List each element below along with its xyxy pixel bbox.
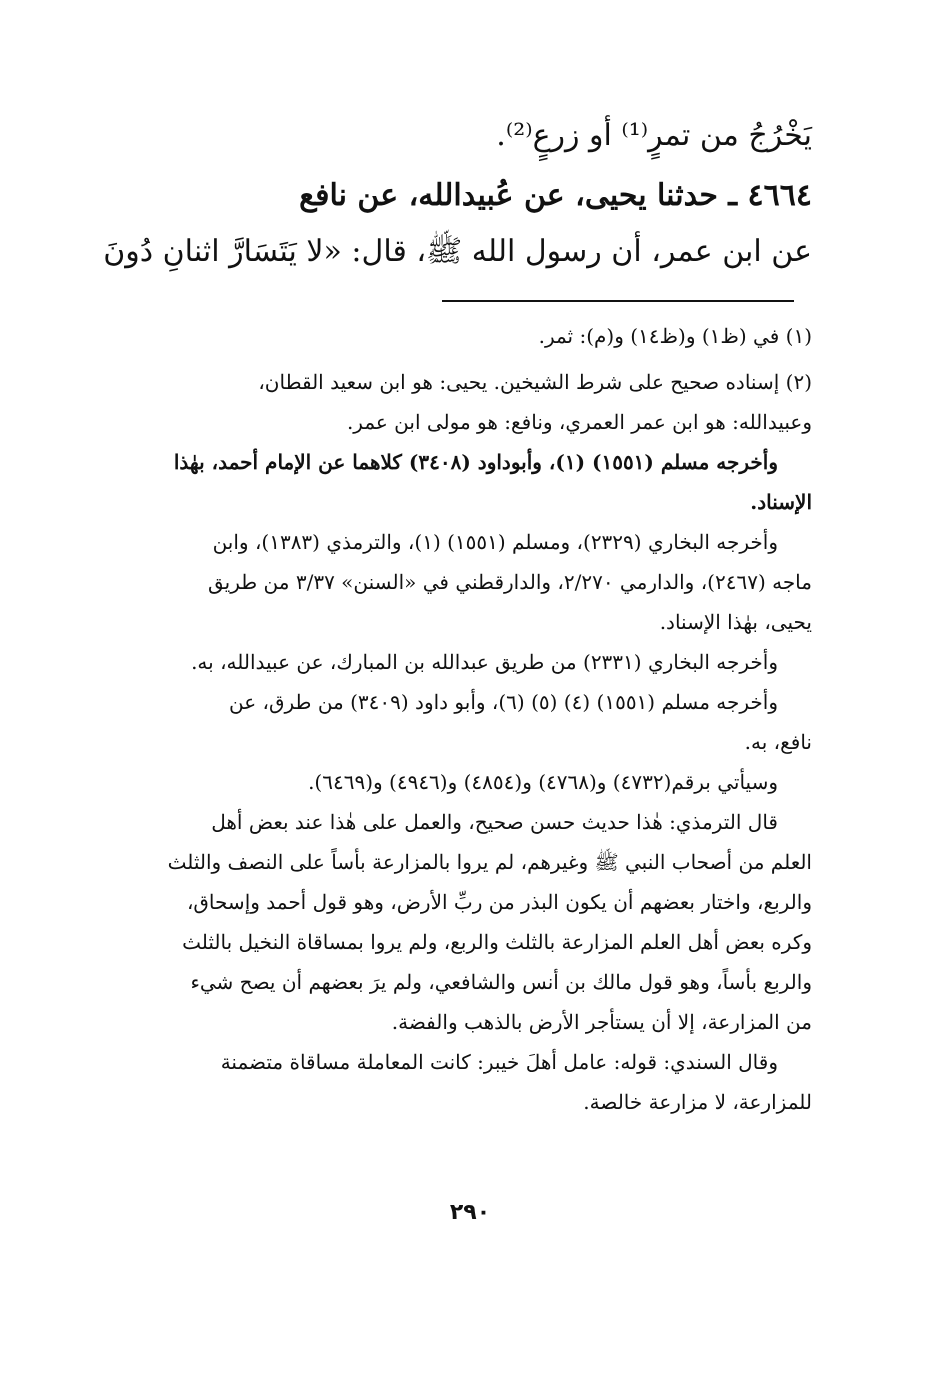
page-content <box>103 108 812 1122</box>
hadith-text-line-3: عن ابن عمر، أن رسول الله ﷺ، قال: «لا يَتَسَارَّ اثنانِ دُونَ <box>103 234 812 269</box>
page-number: ٢٩٠ <box>449 1200 491 1225</box>
footnote-divider <box>442 300 794 302</box>
footnote-2-line-3: وأخرجه مسلم (١٥٥١) (١)، وأبوداود (٣٤٠٨) كلاهما عن الإمام أحمد، بهٰذا <box>173 450 778 474</box>
footnote-2-line-16: والربع بأساً، وهو قول مالك بن أنس والشافعي، ولم يرَ بعضهم أن يصح شيء <box>190 970 812 994</box>
footnote-2-line-10: نافع، به. <box>744 730 812 754</box>
footnote-2-line-5: وأخرجه البخاري (٢٣٢٩)، ومسلم (١٥٥١) (١)، والترمذي (١٣٨٣)، وابن <box>212 530 778 554</box>
footnote-2-line-8: وأخرجه البخاري (٢٣٣١) من طريق عبدالله بن المبارك، عن عبيدالله، به. <box>191 650 778 674</box>
footnote-1: (١) في (ظ١) و(ظ١٤) و(م): ثمر. <box>538 324 812 348</box>
footnote-2-line-18: وقال السندي: قوله: عامل أهلَ خيبر: كانت المعاملة مساقاة متضمنة <box>220 1050 778 1074</box>
footnote-2-line-17: من المزارعة، إلا أن يستأجر الأرض بالذهب والفضة. <box>391 1010 812 1034</box>
hadith-text-line-2: ٤٦٦٤ ـ حدثنا يحيى، عن عُبيدالله، عن نافع <box>299 178 812 213</box>
footnote-2-line-12: قال الترمذي: هٰذا حديث حسن صحيح، والعمل على هٰذا عند بعض أهل <box>211 810 778 834</box>
footnote-2-line-15: وكره بعض أهل العلم المزارعة بالثلث والربع، ولم يروا بمساقاة النخيل بالثلث <box>182 930 812 954</box>
footnote-2-line-4: الإسناد. <box>750 490 812 514</box>
footnote-2-line-1: (٢) إسناده صحيح على شرط الشيخين. يحيى: هو ابن سعيد القطان، <box>258 370 812 394</box>
hadith-text-line-1: يَخْرُجُ من تمرٍ⁽¹⁾ أو زرعٍ⁽²⁾. <box>496 118 812 153</box>
footnote-2-line-2: وعبيدالله: هو ابن عمر العمري، ونافع: هو مولى ابن عمر. <box>346 410 812 434</box>
footnote-2-line-9: وأخرجه مسلم (١٥٥١) (٤) (٥) (٦)، وأبو داود (٣٤٠٩) من طرق، عن <box>229 690 778 714</box>
footnote-2-line-13: العلم من أصحاب النبي ﷺ وغيرهم، لم يروا بالمزارعة بأساً على النصف والثلث <box>167 850 812 874</box>
footnote-2-line-19: للمزارعة، لا مزارعة خالصة. <box>583 1090 812 1114</box>
footnote-2-line-7: يحيى، بهٰذا الإسناد. <box>659 610 812 634</box>
footnote-2-line-14: والربع، واختار بعضهم أن يكون البذر من ربِّ الأرض، وهو قول أحمد وإسحاق، <box>186 890 812 914</box>
footnote-2-line-11: وسيأتي برقم(٤٧٣٢) و(٤٧٦٨) و(٤٨٥٤) و(٤٩٤٦) و(٦٤٦٩). <box>308 770 778 794</box>
footnote-2-line-6: ماجه (٢٤٦٧)، والدارمي ٢/٢٧٠، والدارقطني في «السنن» ٣/٣٧ من طريق <box>207 570 812 594</box>
